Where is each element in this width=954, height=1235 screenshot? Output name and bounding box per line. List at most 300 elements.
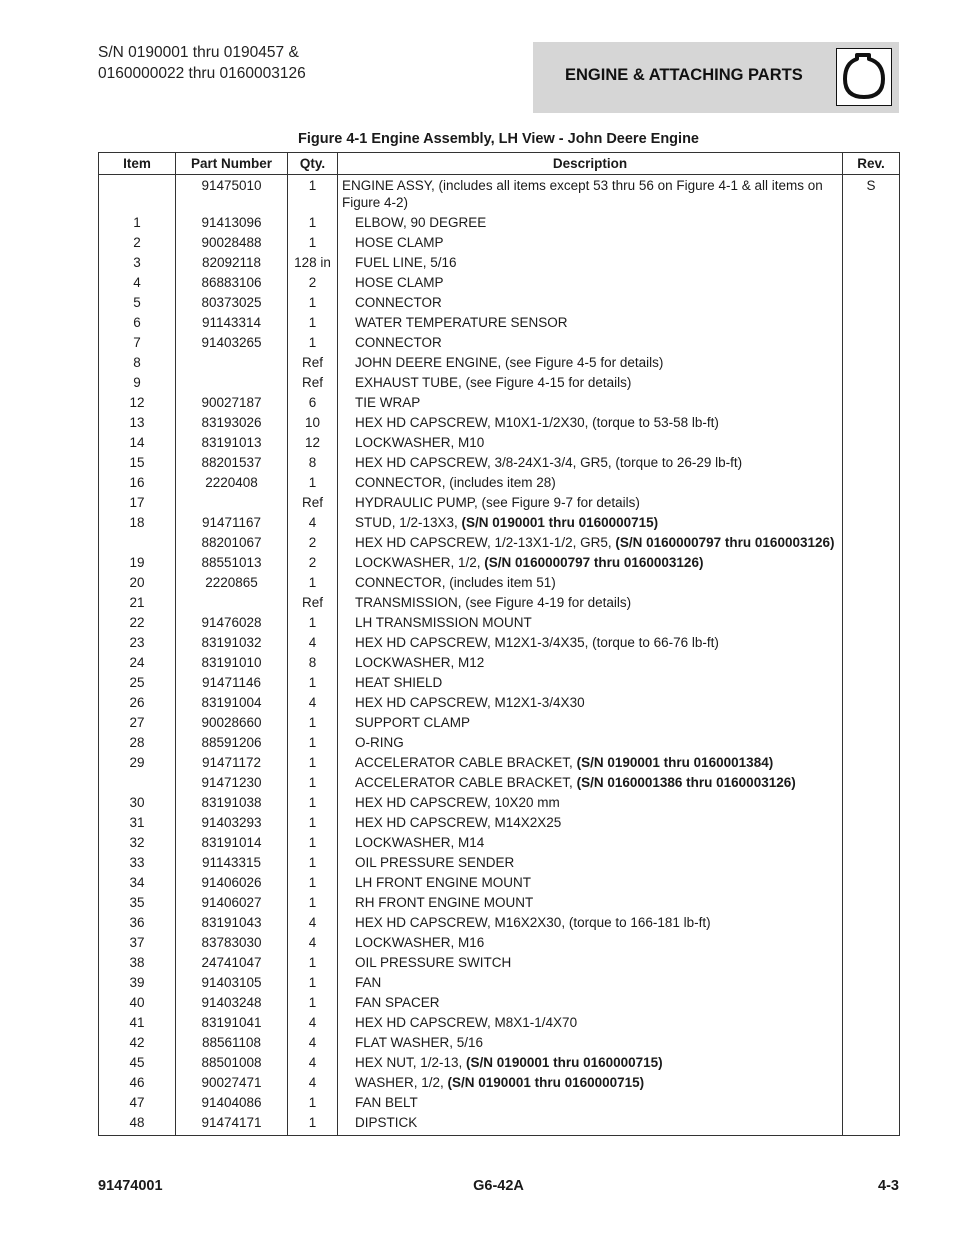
- cell-qty: 1: [288, 1092, 338, 1112]
- description-text: FAN SPACER: [355, 994, 440, 1010]
- cell-rev: [843, 752, 900, 772]
- cell-part-number: 91403265: [176, 332, 288, 352]
- cell-qty: 6: [288, 392, 338, 412]
- cell-rev: [843, 732, 900, 752]
- cell-qty: 1: [288, 312, 338, 332]
- cell-qty: 1: [288, 852, 338, 872]
- cell-item: 16: [99, 472, 176, 492]
- cell-description: [338, 1052, 843, 1072]
- cell-item: 12: [99, 392, 176, 412]
- cell-qty: 1: [288, 952, 338, 972]
- cell-part-number: 83191032: [176, 632, 288, 652]
- table-row: [99, 832, 900, 852]
- cell-description: [338, 352, 843, 372]
- cell-description: [338, 872, 843, 892]
- cell-part-number: 83191014: [176, 832, 288, 852]
- description-text: EXHAUST TUBE, (see Figure 4-15 for details): [355, 374, 632, 390]
- cell-qty: 8: [288, 452, 338, 472]
- cell-qty: 4: [288, 1052, 338, 1072]
- description-text: ELBOW, 90 DEGREE: [355, 214, 487, 230]
- cell-part-number: [176, 592, 288, 612]
- cell-description: [338, 1072, 843, 1092]
- cell-part-number: 91403105: [176, 972, 288, 992]
- table-row: [99, 532, 900, 552]
- cell-qty: 1: [288, 572, 338, 592]
- table-row: [99, 872, 900, 892]
- cell-part-number: 88501008: [176, 1052, 288, 1072]
- table-row: [99, 912, 900, 932]
- cell-item: 7: [99, 332, 176, 352]
- cell-item: 21: [99, 592, 176, 612]
- cell-description: [338, 932, 843, 952]
- cell-description: [338, 412, 843, 432]
- table-row: [99, 452, 900, 472]
- cell-description: [338, 452, 843, 472]
- description-text: LOCKWASHER, M12: [355, 654, 485, 670]
- table-row: [99, 472, 900, 492]
- cell-part-number: 83191013: [176, 432, 288, 452]
- table-row: [99, 1032, 900, 1052]
- cell-item: 37: [99, 932, 176, 952]
- description-text: FAN: [355, 974, 382, 990]
- description-text: STUD, 1/2-13X3,: [355, 514, 462, 530]
- cell-qty: 1: [288, 812, 338, 832]
- section-title: ENGINE & ATTACHING PARTS: [565, 66, 803, 84]
- cell-item: 38: [99, 952, 176, 972]
- serial-line-2: 0160000022 thru 0160003126: [98, 65, 306, 82]
- cell-qty: 4: [288, 1032, 338, 1052]
- cell-rev: [843, 212, 900, 232]
- cell-item: 31: [99, 812, 176, 832]
- cell-description: [338, 432, 843, 452]
- description-text: FAN BELT: [355, 1094, 418, 1110]
- cell-qty: 2: [288, 532, 338, 552]
- table-header-row: [99, 153, 900, 175]
- cell-rev: [843, 892, 900, 912]
- cell-qty: 1: [288, 332, 338, 352]
- cell-rev: [843, 572, 900, 592]
- cell-rev: [843, 352, 900, 372]
- table-row: [99, 1072, 900, 1092]
- table-row: [99, 292, 900, 312]
- section-header: [533, 42, 899, 113]
- cell-part-number: 83193026: [176, 412, 288, 432]
- cell-item: 5: [99, 292, 176, 312]
- cell-description: [338, 1092, 843, 1112]
- cell-rev: [843, 992, 900, 1012]
- cell-description: [338, 812, 843, 832]
- cell-qty: Ref: [288, 372, 338, 392]
- description-text: O-RING: [355, 734, 404, 750]
- cell-description: [338, 632, 843, 652]
- cell-qty: 1: [288, 972, 338, 992]
- description-text: RH FRONT ENGINE MOUNT: [355, 894, 534, 910]
- cell-qty: 8: [288, 652, 338, 672]
- cell-item: 3: [99, 252, 176, 272]
- column-header-rev: Rev.: [843, 153, 900, 175]
- cell-item: 8: [99, 352, 176, 372]
- cell-item: 32: [99, 832, 176, 852]
- cell-qty: 2: [288, 272, 338, 292]
- cell-qty: 1: [288, 292, 338, 312]
- table-row: [99, 772, 900, 792]
- cell-rev: [843, 1112, 900, 1135]
- cell-rev: [843, 432, 900, 452]
- cell-description: [338, 912, 843, 932]
- cell-description: [338, 852, 843, 872]
- cell-rev: [843, 312, 900, 332]
- description-text: JOHN DEERE ENGINE, (see Figure 4-5 for details): [355, 354, 664, 370]
- footer-model: G6-42A: [473, 1178, 524, 1194]
- description-text: LOCKWASHER, M16: [355, 934, 485, 950]
- cell-description: [338, 772, 843, 792]
- description-text: LH TRANSMISSION MOUNT: [355, 614, 532, 630]
- cell-qty: 1: [288, 772, 338, 792]
- cell-qty: 4: [288, 912, 338, 932]
- cell-description: [338, 232, 843, 252]
- description-text: FUEL LINE, 5/16: [355, 254, 457, 270]
- cell-description: [338, 492, 843, 512]
- cell-rev: [843, 1052, 900, 1072]
- cell-qty: Ref: [288, 352, 338, 372]
- description-text: HEX HD CAPSCREW, M10X1-1/2X30, (torque to 53-58 lb-ft): [355, 414, 719, 430]
- cell-part-number: 91143315: [176, 852, 288, 872]
- cell-part-number: 91406027: [176, 892, 288, 912]
- description-text: HOSE CLAMP: [355, 234, 444, 250]
- cell-rev: [843, 832, 900, 852]
- cell-part-number: 91403248: [176, 992, 288, 1012]
- table-row: [99, 732, 900, 752]
- footer-page-number: 4-3: [878, 1178, 899, 1194]
- cell-item: 9: [99, 372, 176, 392]
- cell-item: 45: [99, 1052, 176, 1072]
- cell-item: 14: [99, 432, 176, 452]
- cell-description: [338, 592, 843, 612]
- table-row: [99, 812, 900, 832]
- serial-range-note: (S/N 0190001 thru 0160000715): [461, 514, 659, 530]
- cell-part-number: 80373025: [176, 292, 288, 312]
- cell-item: 39: [99, 972, 176, 992]
- description-text: WASHER, 1/2,: [355, 1074, 448, 1090]
- table-row: [99, 272, 900, 292]
- description-text: CONNECTOR, (includes item 51): [355, 574, 556, 590]
- cell-part-number: 24741047: [176, 952, 288, 972]
- cell-description: [338, 972, 843, 992]
- cell-rev: [843, 552, 900, 572]
- cell-part-number: 91475010: [176, 175, 288, 213]
- serial-range-note: (S/N 0160000797 thru 0160003126): [615, 534, 835, 550]
- cell-description: [338, 512, 843, 532]
- table-row: [99, 672, 900, 692]
- parts-table: [98, 152, 900, 1136]
- description-text: HYDRAULIC PUMP, (see Figure 9-7 for details): [355, 494, 640, 510]
- cell-item: 29: [99, 752, 176, 772]
- cell-part-number: [176, 352, 288, 372]
- table-row: [99, 372, 900, 392]
- cell-item: 22: [99, 612, 176, 632]
- cell-description: [338, 952, 843, 972]
- table-row: [99, 792, 900, 812]
- cell-qty: 1: [288, 712, 338, 732]
- cell-item: 42: [99, 1032, 176, 1052]
- table-row: [99, 252, 900, 272]
- cell-part-number: 88591206: [176, 732, 288, 752]
- cell-part-number: 91471172: [176, 752, 288, 772]
- cell-qty: 1: [288, 732, 338, 752]
- table-row: [99, 312, 900, 332]
- cell-part-number: 83191038: [176, 792, 288, 812]
- description-text: LH FRONT ENGINE MOUNT: [355, 874, 532, 890]
- cell-description: [338, 532, 843, 552]
- cell-rev: [843, 712, 900, 732]
- table-row: [99, 892, 900, 912]
- cell-description: [338, 712, 843, 732]
- cell-description: [338, 1032, 843, 1052]
- cell-part-number: 88201067: [176, 532, 288, 552]
- table-row: [99, 852, 900, 872]
- cell-description: [338, 992, 843, 1012]
- cell-item: 1: [99, 212, 176, 232]
- cell-qty: 1: [288, 992, 338, 1012]
- cell-description: [338, 392, 843, 412]
- cell-rev: [843, 672, 900, 692]
- cell-rev: [843, 632, 900, 652]
- description-text: HEAT SHIELD: [355, 674, 443, 690]
- table-row: [99, 572, 900, 592]
- cell-part-number: 90027187: [176, 392, 288, 412]
- cell-item: 27: [99, 712, 176, 732]
- cell-rev: [843, 912, 900, 932]
- cell-part-number: 91471230: [176, 772, 288, 792]
- cell-part-number: 83191041: [176, 1012, 288, 1032]
- serial-number-range: [98, 42, 306, 84]
- cell-item: 40: [99, 992, 176, 1012]
- cell-qty: 4: [288, 932, 338, 952]
- description-text: ACCELERATOR CABLE BRACKET,: [355, 754, 577, 770]
- cell-qty: 4: [288, 512, 338, 532]
- cell-description: [338, 652, 843, 672]
- cell-item: 36: [99, 912, 176, 932]
- cell-description: [338, 692, 843, 712]
- description-text: HEX HD CAPSCREW, M12X1-3/4X35, (torque to 66-76 lb-ft): [355, 634, 719, 650]
- cell-part-number: 83191043: [176, 912, 288, 932]
- cell-rev: [843, 972, 900, 992]
- cell-rev: [843, 532, 900, 552]
- table-row: [99, 412, 900, 432]
- cell-qty: 1: [288, 872, 338, 892]
- cell-rev: [843, 792, 900, 812]
- description-text: HEX NUT, 1/2-13,: [355, 1054, 467, 1070]
- cell-rev: [843, 872, 900, 892]
- column-header-item: Item: [99, 153, 176, 175]
- cell-qty: 1: [288, 792, 338, 812]
- cell-qty: 4: [288, 632, 338, 652]
- description-text: WATER TEMPERATURE SENSOR: [355, 314, 568, 330]
- cell-description: [338, 292, 843, 312]
- cell-rev: [843, 1012, 900, 1032]
- cell-rev: [843, 852, 900, 872]
- cell-description: [338, 175, 843, 213]
- cell-description: [338, 1112, 843, 1135]
- column-header-description: Description: [338, 153, 843, 175]
- description-text: CONNECTOR, (includes item 28): [355, 474, 556, 490]
- cell-qty: 1: [288, 672, 338, 692]
- cell-part-number: 91471146: [176, 672, 288, 692]
- cell-rev: [843, 472, 900, 492]
- cell-qty: 1: [288, 212, 338, 232]
- table-row: [99, 712, 900, 732]
- cell-qty: 1: [288, 892, 338, 912]
- cell-rev: [843, 292, 900, 312]
- cell-rev: [843, 812, 900, 832]
- cell-part-number: 2220408: [176, 472, 288, 492]
- cell-rev: [843, 252, 900, 272]
- cell-description: [338, 892, 843, 912]
- description-text: LOCKWASHER, M10: [355, 434, 485, 450]
- cell-rev: [843, 1092, 900, 1112]
- table-row: [99, 552, 900, 572]
- cell-item: 41: [99, 1012, 176, 1032]
- column-header-qty: Qty.: [288, 153, 338, 175]
- table-row: [99, 972, 900, 992]
- cell-part-number: 88201537: [176, 452, 288, 472]
- cell-part-number: 83191004: [176, 692, 288, 712]
- cell-part-number: 83191010: [176, 652, 288, 672]
- cell-item: 23: [99, 632, 176, 652]
- cell-part-number: 82092118: [176, 252, 288, 272]
- table-row: [99, 512, 900, 532]
- cell-rev: [843, 592, 900, 612]
- cell-qty: 1: [288, 752, 338, 772]
- cell-qty: 4: [288, 692, 338, 712]
- cell-description: [338, 1012, 843, 1032]
- cell-item: 48: [99, 1112, 176, 1135]
- cell-qty: 1: [288, 472, 338, 492]
- cell-rev: [843, 392, 900, 412]
- description-text: SUPPORT CLAMP: [355, 714, 471, 730]
- description-text: OIL PRESSURE SENDER: [355, 854, 515, 870]
- cell-item: 2: [99, 232, 176, 252]
- cell-item: 33: [99, 852, 176, 872]
- description-text: TIE WRAP: [355, 394, 421, 410]
- cell-part-number: 91474171: [176, 1112, 288, 1135]
- cell-part-number: 90027471: [176, 1072, 288, 1092]
- cell-rev: [843, 332, 900, 352]
- cell-item: 19: [99, 552, 176, 572]
- table-row: [99, 175, 900, 213]
- cell-item: 26: [99, 692, 176, 712]
- cell-description: [338, 832, 843, 852]
- cell-qty: 12: [288, 432, 338, 452]
- parts-table-body: [99, 175, 900, 1136]
- description-text: HEX HD CAPSCREW, M16X2X30, (torque to 166-181 lb-ft): [355, 914, 711, 930]
- cell-description: [338, 252, 843, 272]
- table-row: [99, 652, 900, 672]
- cell-item: 13: [99, 412, 176, 432]
- table-row: [99, 432, 900, 452]
- cell-item: 25: [99, 672, 176, 692]
- description-text: CONNECTOR: [355, 334, 442, 350]
- cell-rev: [843, 512, 900, 532]
- description-text: TRANSMISSION, (see Figure 4-19 for details): [355, 594, 632, 610]
- cell-description: [338, 612, 843, 632]
- cell-item: 18: [99, 512, 176, 532]
- serial-range-note: (S/N 0160000797 thru 0160003126): [484, 554, 704, 570]
- description-text: LOCKWASHER, 1/2,: [355, 554, 485, 570]
- description-text: HEX HD CAPSCREW, 1/2-13X1-1/2, GR5,: [355, 534, 616, 550]
- cell-item: 17: [99, 492, 176, 512]
- table-row: [99, 392, 900, 412]
- table-row: [99, 592, 900, 612]
- cell-rev: [843, 272, 900, 292]
- cell-rev: [843, 452, 900, 472]
- table-row: [99, 952, 900, 972]
- serial-range-note: (S/N 0160001386 thru 0160003126): [576, 774, 796, 790]
- cell-part-number: 88561108: [176, 1032, 288, 1052]
- cell-item: [99, 772, 176, 792]
- cell-rev: [843, 692, 900, 712]
- table-row: [99, 1052, 900, 1072]
- cell-rev: [843, 612, 900, 632]
- table-row: [99, 1092, 900, 1112]
- cell-part-number: [176, 492, 288, 512]
- cell-part-number: 90028660: [176, 712, 288, 732]
- table-row: [99, 992, 900, 1012]
- cell-rev: [843, 952, 900, 972]
- cell-part-number: 90028488: [176, 232, 288, 252]
- description-text: ENGINE ASSY, (includes all items except 53 thru 56 on Figure 4-1 & all items on Figure 4-2): [342, 177, 823, 210]
- cell-rev: [843, 1032, 900, 1052]
- table-row: [99, 612, 900, 632]
- cell-part-number: 91403293: [176, 812, 288, 832]
- cell-part-number: [176, 372, 288, 392]
- table-row: [99, 492, 900, 512]
- cell-qty: 4: [288, 1072, 338, 1092]
- serial-range-note: (S/N 0190001 thru 0160000715): [466, 1054, 663, 1070]
- cell-item: 34: [99, 872, 176, 892]
- cell-item: 24: [99, 652, 176, 672]
- cell-rev: [843, 232, 900, 252]
- engine-outline-icon: [836, 48, 892, 106]
- cell-part-number: 83783030: [176, 932, 288, 952]
- cell-item: 46: [99, 1072, 176, 1092]
- table-row: [99, 332, 900, 352]
- cell-item: 35: [99, 892, 176, 912]
- description-text: HEX HD CAPSCREW, M14X2X25: [355, 814, 562, 830]
- cell-item: 20: [99, 572, 176, 592]
- description-text: OIL PRESSURE SWITCH: [355, 954, 512, 970]
- cell-item: [99, 175, 176, 213]
- description-text: DIPSTICK: [355, 1114, 418, 1130]
- cell-item: 4: [99, 272, 176, 292]
- description-text: HEX HD CAPSCREW, M12X1-3/4X30: [355, 694, 585, 710]
- cell-rev: [843, 1072, 900, 1092]
- cell-item: [99, 532, 176, 552]
- cell-qty: 1: [288, 1112, 338, 1135]
- cell-description: [338, 272, 843, 292]
- table-row: [99, 932, 900, 952]
- cell-part-number: 91404086: [176, 1092, 288, 1112]
- description-text: FLAT WASHER, 5/16: [355, 1034, 484, 1050]
- cell-rev: [843, 412, 900, 432]
- cell-item: 47: [99, 1092, 176, 1112]
- cell-description: [338, 552, 843, 572]
- cell-part-number: 88551013: [176, 552, 288, 572]
- cell-description: [338, 752, 843, 772]
- table-row: [99, 352, 900, 372]
- cell-description: [338, 792, 843, 812]
- description-text: HEX HD CAPSCREW, M8X1-1/4X70: [355, 1014, 578, 1030]
